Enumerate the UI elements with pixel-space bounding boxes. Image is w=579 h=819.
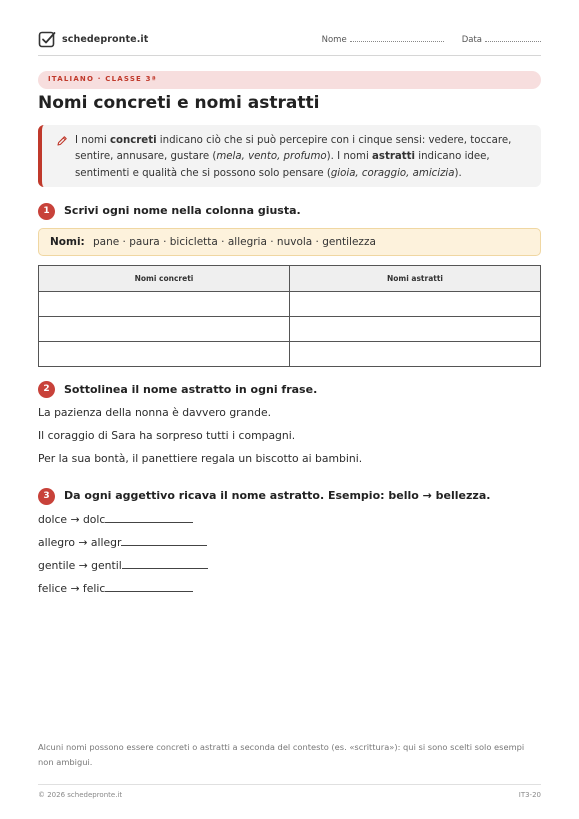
derivation-item: felice → felic — [38, 582, 193, 595]
subject-tag — [38, 71, 541, 89]
derivation-item: dolce → dolc — [38, 513, 193, 526]
column-concrete-header: Nomi concreti — [39, 266, 290, 292]
date-line — [485, 34, 541, 42]
derivation-item: gentile → gentil — [38, 559, 208, 572]
word-bank — [38, 228, 541, 256]
page-header — [38, 30, 541, 56]
column-abstract-header: Nomi astratti — [290, 266, 541, 292]
concrete-cell[interactable] — [39, 342, 290, 367]
table-row — [39, 292, 541, 317]
section-2-number: 2 — [38, 381, 55, 398]
table-row — [39, 342, 541, 367]
concrete-cell[interactable] — [39, 292, 290, 317]
answer-blank[interactable] — [105, 582, 193, 592]
date-label: Data — [461, 35, 482, 45]
name-line — [350, 34, 444, 42]
pencil-icon — [56, 135, 68, 147]
date-field[interactable] — [462, 34, 541, 45]
copyright: © 2026 schedepronte.it — [38, 791, 123, 799]
rule-note-text: I nomi concreti indicano ciò che si può percepire con i cinque sensi: vedere, toccare, sentire, annusare, gustare (mela, vento, profumo). I nomi astratti indicano idee, sentimenti e qualità che si possono solo pensare (gioia, coraggio, amicizia). — [75, 135, 512, 179]
name-field[interactable] — [322, 34, 444, 45]
subject-tag-label: ITALIANO · CLASSE 3ª — [48, 75, 157, 83]
abstract-cell[interactable] — [290, 342, 541, 367]
sentence[interactable]: La pazienza della nonna è davvero grande. — [38, 406, 272, 419]
section-1-number: 1 — [38, 203, 55, 220]
worksheet-code: IT3-20 — [518, 791, 541, 799]
brand-name: schedepronte.it — [62, 33, 149, 45]
word-bank-label: Nomi: — [50, 236, 85, 248]
checklist-logo-icon — [38, 30, 56, 48]
rule-note — [38, 125, 541, 187]
answer-blank[interactable] — [122, 559, 208, 569]
classification-table — [38, 265, 541, 367]
abstract-cell[interactable] — [290, 317, 541, 342]
page-footer — [38, 784, 541, 800]
derivation-item: allegro → allegr — [38, 536, 207, 549]
name-label: Nome — [321, 35, 347, 45]
abstract-cell[interactable] — [290, 292, 541, 317]
concrete-cell[interactable] — [39, 317, 290, 342]
section-3-title: Da ogni aggettivo ricava il nome astratto. Esempio: bello → bellezza. — [64, 489, 491, 502]
word-bank-list: pane · paura · bicicletta · allegria · nuvola · gentilezza — [93, 236, 376, 248]
brand — [38, 30, 148, 48]
name-date-fields — [322, 34, 541, 45]
sentence[interactable]: Il coraggio di Sara ha sorpreso tutti i compagni. — [38, 429, 296, 442]
section-1-title: Scrivi ogni nome nella colonna giusta. — [64, 204, 301, 217]
section-3-number: 3 — [38, 488, 55, 505]
sentence[interactable]: Per la sua bontà, il panettiere regala un biscotto ai bambini. — [38, 452, 363, 465]
section-2-title: Sottolinea il nome astratto in ogni frase. — [64, 383, 318, 396]
answer-blank[interactable] — [105, 513, 193, 523]
footnote: Alcuni nomi possono essere concreti o astratti a seconda del contesto (es. «scrittura»): qui si sono scelti solo esempi non ambigui. — [38, 742, 525, 767]
answer-blank[interactable] — [121, 536, 207, 546]
table-row — [39, 317, 541, 342]
page-title: Nomi concreti e nomi astratti — [38, 93, 320, 113]
